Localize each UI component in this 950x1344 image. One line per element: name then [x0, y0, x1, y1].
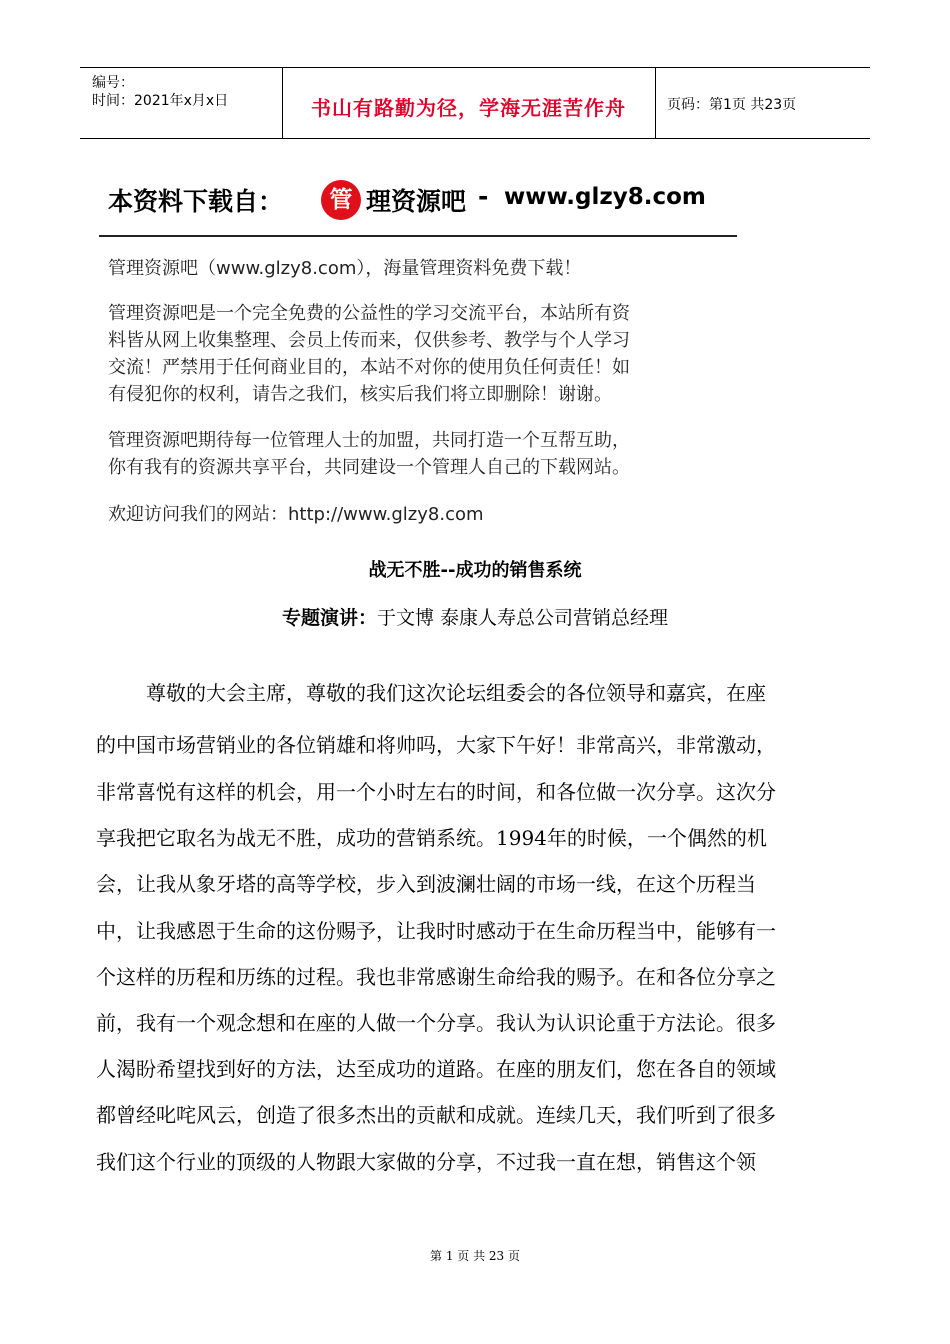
- speaker-line: [0, 603, 950, 630]
- body-line: 个这样的历程和历练的过程。我也非常感谢生命给我的赐予。在和各位分享之: [96, 965, 776, 989]
- body-line: 非常喜悦有这样的机会，用一个小时左右的时间，和各位做一次分享。这次分: [96, 780, 776, 804]
- date-label: 时间：2021年x月x日: [92, 93, 229, 109]
- page-footer: 第 1 页 共 23 页: [430, 1249, 520, 1263]
- notice-para2-line: 料皆从网上收集整理、会员上传而来，仅供参考、教学与个人学习: [108, 330, 630, 351]
- notice-para3-line: 管理资源吧期待每一位管理人士的加盟，共同打造一个互帮互助，: [108, 430, 630, 451]
- body-line: 前，我有一个观念想和在座的人做一个分享。我认为认识论重于方法论。很多: [96, 1011, 776, 1035]
- notice-para2-line: 管理资源吧是一个完全免费的公益性的学习交流平台，本站所有资: [108, 303, 630, 324]
- page-info: 页码：第1页 共23页: [667, 97, 797, 113]
- logo-badge-icon: 管: [321, 180, 361, 220]
- notice-para2-line: 有侵犯你的权利，请告之我们，核实后我们将立即删除！谢谢。: [108, 384, 612, 405]
- banner-url: www.glzy8.com: [504, 184, 706, 210]
- speaker-label: 专题演讲：: [281, 607, 377, 629]
- body-line: 的中国市场营销业的各位销雄和将帅吗，大家下午好！非常高兴，非常激动，: [96, 733, 776, 757]
- body-line: 会，让我从象牙塔的高等学校，步入到波澜壮阔的市场一线，在这个历程当: [96, 872, 756, 896]
- download-banner: [108, 180, 748, 224]
- header-page-cell: [655, 68, 870, 138]
- body-line: 尊敬的大会主席，尊敬的我们这次论坛组委会的各位领导和嘉宾，在座: [146, 681, 766, 705]
- body-line: 我们这个行业的顶级的人物跟大家做的分享，不过我一直在想，销售这个领: [96, 1150, 756, 1174]
- banner-prefix: 本资料下载自：: [108, 187, 284, 216]
- header-motto-cell: [282, 68, 656, 138]
- body-line: 都曾经叱咤风云，创造了很多杰出的贡献和成就。连续几天，我们听到了很多: [96, 1103, 776, 1127]
- body-line: 中，让我感恩于生命的这份赐予，让我时时感动于在生命历程当中，能够有一: [96, 919, 776, 943]
- notice-para3-line: 你有我有的资源共享平台，共同建设一个管理人自己的下载网站。: [108, 457, 630, 478]
- notice-para2-line: 交流！严禁用于任何商业目的，本站不对你的使用负任何责任！如: [108, 357, 630, 378]
- speaker-name: 于文博 泰康人寿总公司营销总经理: [376, 607, 669, 629]
- motto: 书山有路勤为径，学海无涯苦作舟: [311, 96, 626, 120]
- notice-website-link[interactable]: 欢迎访问我们的网站：http://www.glzy8.com: [108, 504, 484, 525]
- notice-line-1: 管理资源吧（www.glzy8.com），海量管理资料免费下载！: [108, 258, 582, 279]
- banner-site-name: 理资源吧: [366, 187, 467, 216]
- header-meta-cell: [80, 68, 283, 138]
- article-title: 战无不胜--成功的销售系统: [368, 560, 582, 581]
- body-line: 人渴盼希望找到好的方法，达至成功的道路。在座的朋友们，您在各自的领域: [96, 1057, 776, 1081]
- banner-divider: [99, 235, 737, 237]
- code-label: 编号：: [92, 75, 134, 91]
- banner-dash: -: [478, 182, 489, 211]
- body-line: 享我把它取名为战无不胜，成功的营销系统。1994年的时候，一个偶然的机: [96, 826, 767, 850]
- document-header: [80, 67, 870, 139]
